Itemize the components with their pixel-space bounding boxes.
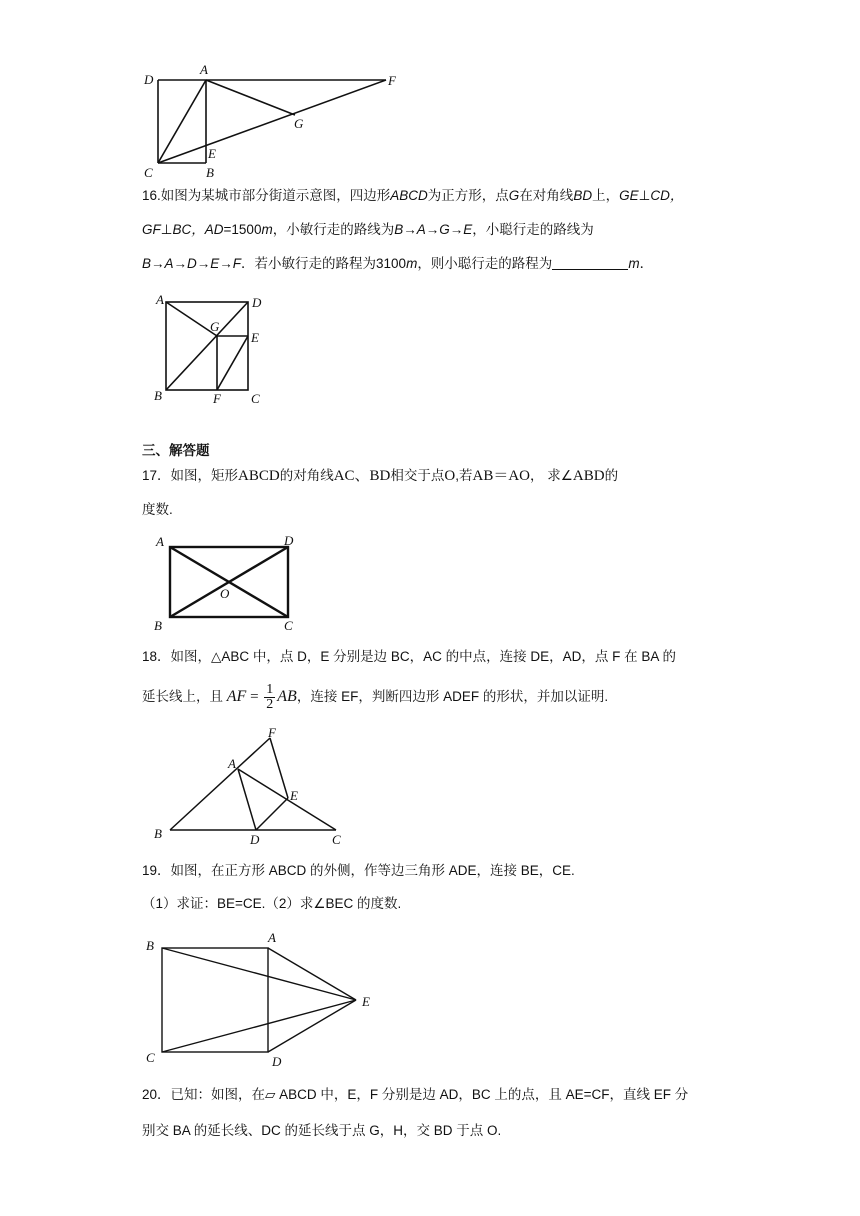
svg-text:E: E [362,994,370,1009]
q18-line2: 延长线上，且 AF = $\frac{1}{2}$ AB，连接 EF，判断四边形 ADEF 的形状，并加以证明. [142,681,609,712]
figure-q18 [146,722,356,848]
svg-text:A: A [156,534,164,549]
q16-line3: B→A→D→E→F．若小敏行走的路程为3100m，则小聪行走的路程为 m． [142,256,654,271]
figure-q19 [140,928,390,1068]
svg-text:C: C [332,832,341,847]
svg-text:A: A [156,292,164,307]
svg-text:E: E [290,788,298,803]
section-heading: 三、解答题 [142,443,210,458]
svg-text:D: D [144,72,154,87]
svg-text:B: B [154,618,162,633]
svg-text:O: O [220,586,230,601]
figure-q15 [140,60,410,180]
svg-text:C: C [251,391,260,406]
figure-q17-svg [146,530,306,636]
svg-text:D: D [272,1054,282,1068]
q20-line1: 20．已知：如图，在▱ ABCD 中，E，F 分别是边 AD，BC 上的点，且 AE=CF，直线 EF 分 [142,1087,689,1102]
svg-text:F: F [388,73,396,88]
svg-text:C: C [284,618,293,633]
q17-line2: 度数. [142,502,173,517]
q16-line2: GF⊥BC，AD=1500m，小敏行走的路线为B→A→G→E，小聪行走的路线为 [142,222,594,237]
figure-q16 [150,290,270,408]
svg-text:A: A [228,756,236,771]
q19-line1: 19．如图，在正方形 ABCD 的外侧，作等边三角形 ADE，连接 BE，CE. [142,863,575,878]
figure-q18-svg [146,722,356,848]
figure-q17 [146,530,306,636]
svg-text:G: G [210,319,220,334]
answer-blank[interactable] [552,255,628,270]
svg-text:G: G [294,116,304,131]
q17-line1: 17．如图，矩形ABCD的对角线AC、BD相交于点O,若AB＝AO， 求∠ABD的 [142,468,619,484]
svg-text:A: A [268,930,276,945]
svg-text:C: C [144,165,153,180]
q19-line2: （1）求证：BE=CE.（2）求∠BEC 的度数. [142,896,402,911]
svg-text:B: B [146,938,154,953]
figure-q19-svg [140,928,390,1068]
svg-text:B: B [154,388,162,403]
svg-text:A: A [200,62,208,77]
svg-text:D: D [252,295,262,310]
q18-line1: 18．如图，△ABC 中，点 D，E 分别是边 BC，AC 的中点，连接 DE，AD，点 F 在 BA 的 [142,649,676,664]
svg-text:B: B [154,826,162,841]
svg-text:C: C [146,1050,155,1065]
svg-text:F: F [213,391,221,406]
figure-q15-svg [140,60,410,180]
fraction-half: $\frac{1}{2}$ [266,681,274,712]
figure-q16-svg [150,290,270,408]
q16-line1: 16.如图为某城市部分街道示意图，四边形ABCD为正方形，点G在对角线BD上，GE⊥CD， [142,188,684,203]
svg-text:B: B [206,165,214,180]
svg-text:D: D [284,533,294,548]
svg-text:E: E [208,146,216,161]
svg-text:D: D [250,832,260,847]
q20-line2: 别交 BA 的延长线、DC 的延长线于点 G，H，交 BD 于点 O. [142,1123,502,1138]
svg-text:F: F [268,725,276,740]
svg-text:E: E [251,330,259,345]
